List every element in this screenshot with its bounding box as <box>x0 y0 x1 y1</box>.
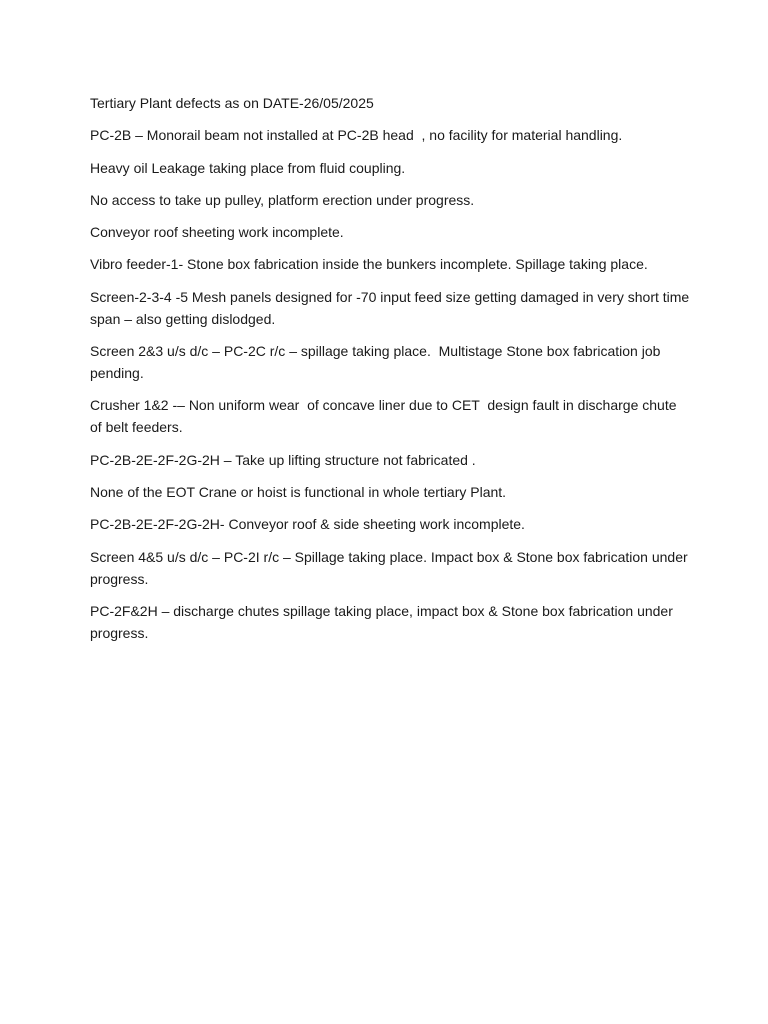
defect-item: Heavy oil Leakage taking place from fluid coupling. <box>90 159 406 176</box>
defect-item: Vibro feeder-1- Stone box fabrication inside the bunkers incomplete. Spillage taking place. <box>90 256 648 273</box>
defect-item: None of the EOT Crane or hoist is functional in whole tertiary Plant. <box>90 483 507 500</box>
defect-item: No access to take up pulley, platform erection under progress. <box>90 191 475 208</box>
defect-item: PC-2B-2E-2F-2G-2H – Take up lifting structure not fabricated . <box>90 451 476 468</box>
defect-item: PC-2F&2H – discharge chutes spillage taking place, impact box & Stone box fabrication under progress. <box>90 602 677 641</box>
defect-item: Crusher 1&2 -– Non uniform wear of concave liner due to CET design fault in discharge chute of belt feeders. <box>90 397 681 436</box>
defect-item: PC-2B-2E-2F-2G-2H- Conveyor roof & side sheeting work incomplete. <box>90 516 525 533</box>
document-page <box>90 92 694 654</box>
defect-item: PC-2B – Monorail beam not installed at PC-2B head , no facility for material handling. <box>90 127 623 144</box>
defect-item: Conveyor roof sheeting work incomplete. <box>90 224 344 241</box>
defect-item: Screen 4&5 u/s d/c – PC-2I r/c – Spillage taking place. Impact box & Stone box fabrication under progress. <box>90 548 692 587</box>
document-title: Tertiary Plant defects as on DATE-26/05/2025 <box>90 95 374 111</box>
defect-item: Screen-2-3-4 -5 Mesh panels designed for -70 input feed size getting damaged in very short time span – also getting dislodged. <box>90 288 694 327</box>
defect-item: Screen 2&3 u/s d/c – PC-2C r/c – spillage taking place. Multistage Stone box fabrication job pending. <box>90 343 665 382</box>
